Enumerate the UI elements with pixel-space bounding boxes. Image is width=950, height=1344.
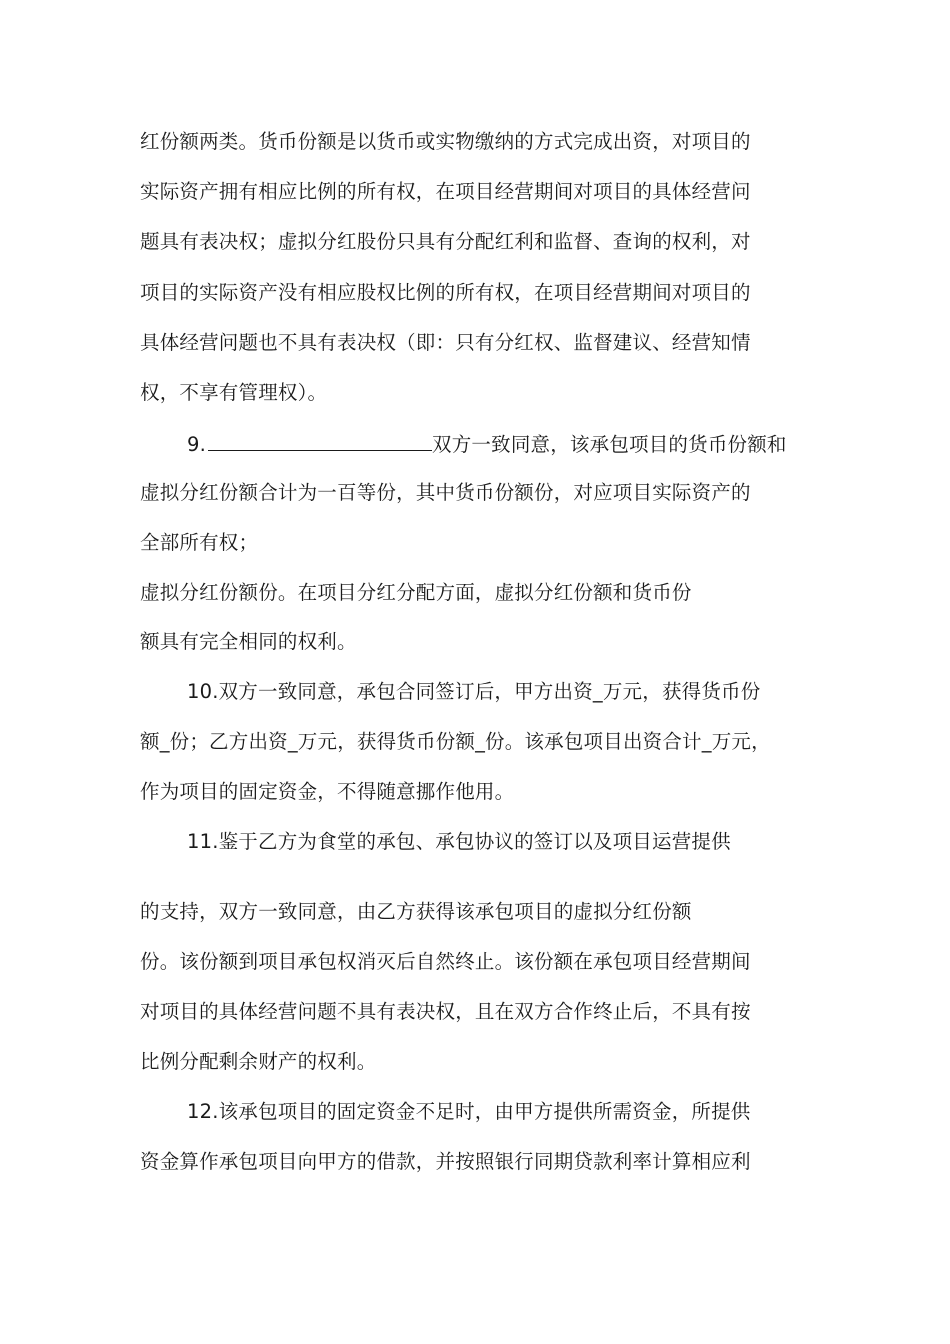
text-line: 项目的实际资产没有相应股权比例的所有权，在项目经营期间对项目的 [140, 281, 751, 304]
text-line: 额具有完全相同的权利。 [140, 630, 357, 653]
text-line: 份。该份额到项目承包权消灭后自然终止。该份额在承包项目经营期间 [140, 950, 751, 973]
clause-9-line [187, 430, 787, 458]
text-line: 11.鉴于乙方为食堂的承包、承包协议的签订以及项目运营提供 [187, 830, 731, 853]
text-line: 权，不享有管理权）。 [140, 381, 328, 404]
text-line: 全部所有权； [140, 531, 259, 554]
text-line: 10.双方一致同意，承包合同签订后，甲方出资_万元，获得货币份 [187, 680, 761, 703]
text-line: 额_份；乙方出资_万元，获得货币份额_份。该承包项目出资合计_万元， [140, 730, 771, 753]
text-line: 虚拟分红份额份。在项目分红分配方面，虚拟分红份额和货币份 [140, 581, 692, 604]
text-line: 红份额两类。货币份额是以货币或实物缴纳的方式完成出资，对项目的 [140, 130, 751, 153]
text-line: 比例分配剩余财产的权利。 [140, 1050, 377, 1073]
text-line: 12.该承包项目的固定资金不足时，由甲方提供所需资金，所提供 [187, 1100, 751, 1123]
text-line: 实际资产拥有相应比例的所有权，在项目经营期间对项目的具体经营问 [140, 180, 751, 203]
clause-text: 双方一致同意，该承包项目的货币份额和 [432, 433, 787, 456]
text-line: 题具有表决权；虚拟分红股份只具有分配红利和监督、查询的权利，对 [140, 230, 751, 253]
fill-in-blank [208, 430, 432, 451]
text-line: 的支持，双方一致同意，由乙方获得该承包项目的虚拟分红份额 [140, 900, 692, 923]
text-line: 对项目的具体经营问题不具有表决权，且在双方合作终止后，不具有按 [140, 1000, 751, 1023]
text-line: 具体经营问题也不具有表决权（即：只有分红权、监督建议、经营知情 [140, 331, 751, 354]
text-line: 虚拟分红份额合计为一百等份，其中货币份额份，对应项目实际资产的 [140, 481, 751, 504]
clause-number: 9. [187, 433, 207, 456]
text-line: 作为项目的固定资金，不得随意挪作他用。 [140, 780, 515, 803]
text-line: 资金算作承包项目向甲方的借款，并按照银行同期贷款利率计算相应利 [140, 1150, 751, 1173]
